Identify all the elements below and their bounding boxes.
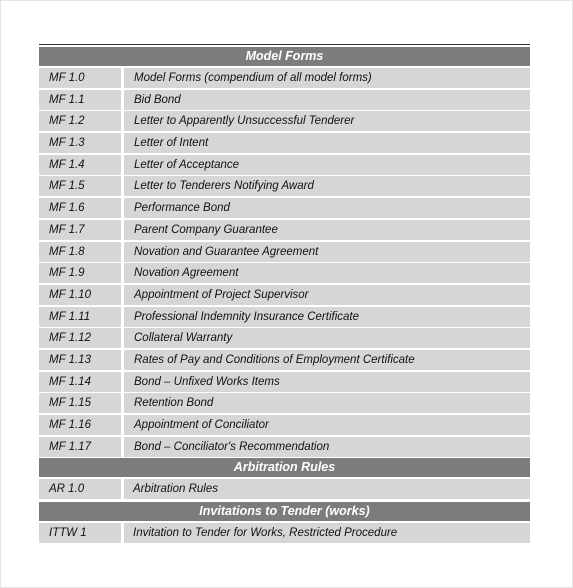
table-row <box>39 350 530 370</box>
top-rule <box>39 44 530 45</box>
table-row <box>39 328 530 348</box>
form-code: MF 1.12 <box>39 328 121 348</box>
form-title: Appointment of Project Supervisor <box>124 285 530 305</box>
table-row <box>39 479 530 499</box>
table-row <box>39 68 530 88</box>
form-code: MF 1.9 <box>39 263 121 283</box>
table-row <box>39 523 530 543</box>
form-code: MF 1.5 <box>39 176 121 196</box>
table-row <box>39 155 530 175</box>
table-row <box>39 111 530 131</box>
form-code: MF 1.3 <box>39 133 121 153</box>
form-title: Model Forms (compendium of all model forms) <box>124 68 530 88</box>
table-row <box>39 372 530 392</box>
form-title: Letter of Intent <box>124 133 530 153</box>
forms-table <box>39 44 530 546</box>
form-title: Invitation to Tender for Works, Restricted Procedure <box>124 523 530 543</box>
section-header-model-forms: Model Forms <box>39 47 530 66</box>
form-code: MF 1.11 <box>39 307 121 327</box>
form-code: MF 1.4 <box>39 155 121 175</box>
form-code: MF 1.1 <box>39 90 121 110</box>
table-row <box>39 133 530 153</box>
form-title: Retention Bond <box>124 393 530 413</box>
form-code: MF 1.2 <box>39 111 121 131</box>
section-header-invitations-to-tender: Invitations to Tender (works) <box>39 502 530 521</box>
form-title: Letter to Tenderers Notifying Award <box>124 176 530 196</box>
table-row <box>39 307 530 327</box>
table-row <box>39 285 530 305</box>
form-title: Bond – Unfixed Works Items <box>124 372 530 392</box>
form-title: Arbitration Rules <box>124 479 530 499</box>
table-row <box>39 437 530 457</box>
form-title: Performance Bond <box>124 198 530 218</box>
table-row <box>39 415 530 435</box>
form-title: Professional Indemnity Insurance Certificate <box>124 307 530 327</box>
form-code: MF 1.13 <box>39 350 121 370</box>
table-row <box>39 220 530 240</box>
table-row <box>39 393 530 413</box>
form-title: Novation and Guarantee Agreement <box>124 242 530 262</box>
form-code: MF 1.14 <box>39 372 121 392</box>
form-code: ITTW 1 <box>39 523 121 543</box>
form-title: Letter of Acceptance <box>124 155 530 175</box>
form-title: Rates of Pay and Conditions of Employment Certificate <box>124 350 530 370</box>
form-code: AR 1.0 <box>39 479 121 499</box>
form-code: MF 1.0 <box>39 68 121 88</box>
form-code: MF 1.16 <box>39 415 121 435</box>
form-code: MF 1.7 <box>39 220 121 240</box>
table-row <box>39 90 530 110</box>
form-title: Parent Company Guarantee <box>124 220 530 240</box>
form-title: Appointment of Conciliator <box>124 415 530 435</box>
form-title: Bid Bond <box>124 90 530 110</box>
form-title: Collateral Warranty <box>124 328 530 348</box>
form-title: Novation Agreement <box>124 263 530 283</box>
form-title: Letter to Apparently Unsuccessful Tenderer <box>124 111 530 131</box>
table-row <box>39 176 530 196</box>
form-code: MF 1.17 <box>39 437 121 457</box>
form-code: MF 1.10 <box>39 285 121 305</box>
form-title: Bond – Conciliator's Recommendation <box>124 437 530 457</box>
section-header-arbitration-rules: Arbitration Rules <box>39 458 530 477</box>
form-code: MF 1.8 <box>39 242 121 262</box>
form-code: MF 1.6 <box>39 198 121 218</box>
form-code: MF 1.15 <box>39 393 121 413</box>
table-row <box>39 242 530 262</box>
table-row <box>39 263 530 283</box>
table-row <box>39 198 530 218</box>
